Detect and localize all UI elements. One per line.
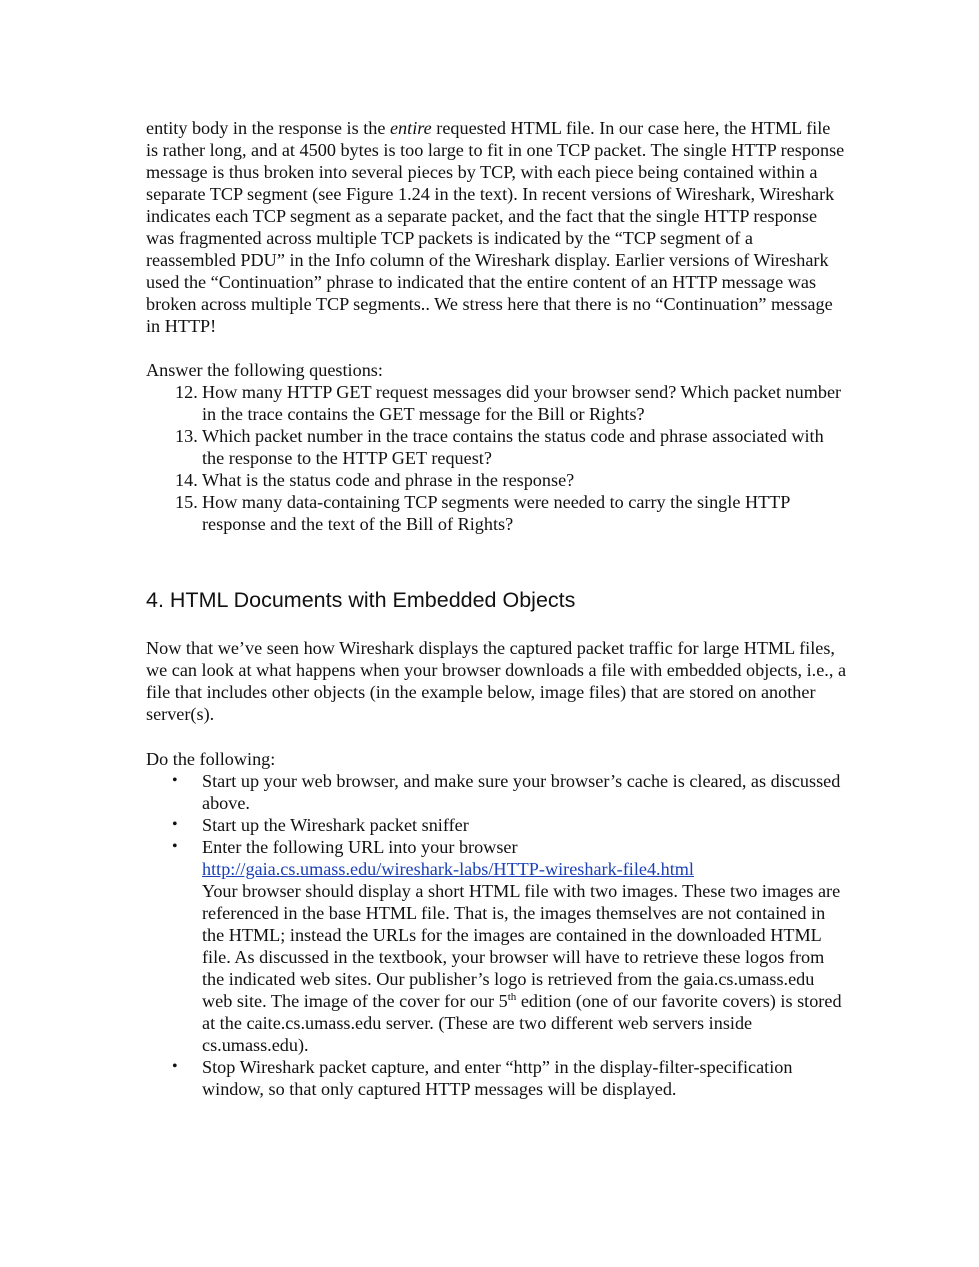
question-number: 13. bbox=[175, 426, 198, 446]
bullet-icon: • bbox=[172, 1058, 178, 1075]
question-text: What is the status code and phrase in the response? bbox=[202, 470, 575, 490]
question-number: 15. bbox=[175, 492, 198, 512]
question-text: How many data-containing TCP segments were needed to carry the single HTTP response and the text of the Bill of Rights? bbox=[202, 492, 790, 534]
step-text: Stop Wireshark packet capture, and enter “http” in the display-filter-specification window, so that only captured HTTP messages will be displayed. bbox=[202, 1057, 793, 1099]
step-item bbox=[146, 814, 846, 836]
question-item bbox=[146, 381, 846, 425]
bullet-icon: • bbox=[172, 772, 178, 789]
do-the-following-lead: Do the following: bbox=[146, 749, 276, 769]
embedded-objects-paragraph: Now that we’ve seen how Wireshark displays the captured packet traffic for large HTML files, we can look at what happens when your browser downloads a file with embedded objects, i.e., a file that includes other objects (in the example below, image files) that are stored on another server(s). bbox=[146, 638, 847, 724]
question-item bbox=[146, 469, 846, 491]
step-text: edition (one of our favorite covers) is stored at the caite.cs.umass.edu server. (These are two different web servers inside cs.umass.edu). bbox=[202, 991, 842, 1055]
superscript-th: th bbox=[507, 990, 517, 1003]
question-number: 12. bbox=[175, 382, 198, 402]
bullet-icon: • bbox=[172, 838, 178, 855]
question-number: 14. bbox=[175, 470, 198, 490]
wireshark-file4-link[interactable]: http://gaia.cs.umass.edu/wireshark-labs/HTTP-wireshark-file4.html bbox=[202, 859, 694, 879]
question-list bbox=[146, 381, 846, 535]
intro-text-start: entity body in the response is the bbox=[146, 118, 390, 138]
intro-paragraph bbox=[146, 117, 846, 337]
step-text: Start up the Wireshark packet sniffer bbox=[202, 815, 469, 835]
intro-italic-word: entire bbox=[389, 118, 432, 138]
question-text: How many HTTP GET request messages did your browser send? Which packet number in the trace contains the GET message for the Bill or Rights? bbox=[202, 382, 842, 424]
bullet-icon: • bbox=[172, 816, 178, 833]
section-heading: 4. HTML Documents with Embedded Objects bbox=[146, 588, 576, 612]
question-item bbox=[146, 425, 846, 469]
step-text: Enter the following URL into your browser bbox=[202, 837, 518, 857]
step-item bbox=[146, 1056, 846, 1100]
intro-text-rest: requested HTML file. In our case here, the HTML file is rather long, and at 4500 bytes is too large to fit in one TCP packet. The single HTTP response message is thus broken into several pieces by TCP, with each piece being contained within a separate TCP segment (see Figure 1.24 in the text). In recent versions of Wireshark, Wireshark indicates each TCP segment as a separate packet, and the fact that the single HTTP response was fragmented across multiple TCP packets is indicated by the “TCP segment of a reassembled PDU” in the Info column of the Wireshark display. Earlier versions of Wireshark used the “Continuation” phrase to indicated that the entire content of an HTTP message was broken across multiple TCP segments.. We stress here that there is no “Continuation” message in HTTP! bbox=[146, 118, 845, 336]
step-text: Start up your web browser, and make sure your browser’s cache is cleared, as discussed above. bbox=[202, 771, 841, 813]
question-text: Which packet number in the trace contains the status code and phrase associated with the response to the HTTP GET request? bbox=[202, 426, 824, 468]
step-item bbox=[146, 770, 846, 814]
steps-list bbox=[146, 770, 846, 1100]
answer-questions-lead: Answer the following questions: bbox=[146, 360, 383, 380]
step-text: Your browser should display a short HTML file with two images. These two images are referenced in the base HTML file. That is, the images themselves are not contained in the HTML; instead the URLs for the images are contained in the downloaded HTML file. As discussed in the textbook, your browser will have to retrieve these logos from the indicated web sites. Our publisher’s logo is retrieved from the gaia.cs.umass.edu web site. The image of the cover for our 5 bbox=[202, 881, 841, 1011]
step-item bbox=[146, 836, 846, 1056]
question-item bbox=[146, 491, 846, 535]
